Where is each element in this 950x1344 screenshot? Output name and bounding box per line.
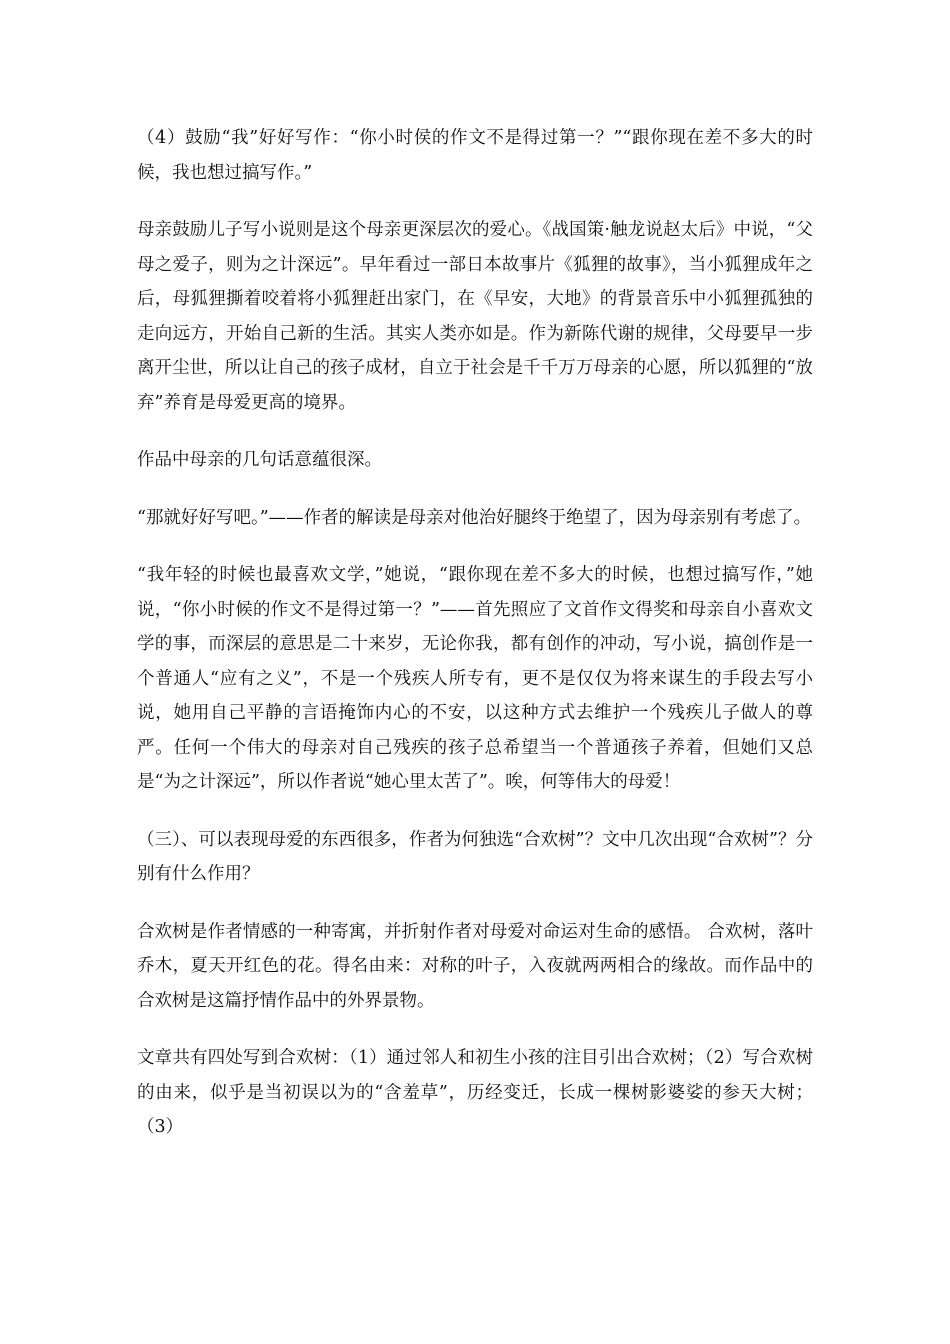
paragraph-albizia-meaning: 合欢树是作者情感的一种寄寓，并折射作者对母爱对命运对生命的感悟。 合欢树，落叶乔木，夏天开红色的花。得名由来：对称的叶子，入夜就两两相合的缘故。而作品中的合欢树是这篇抒情作品中的外界景物。 [137,921,813,1011]
paragraph-deeper-love: 母亲鼓励儿子写小说则是这个母亲更深层次的爱心。《战国策·触龙说赵太后》中说，“父母之爱子，则为之计深远”。早年看过一部日本故事片《狐狸的故事》，当小狐狸成年之后，母狐狸撕着咬着将小狐狸赶出家门，在《早安，大地》的背景音乐中小狐狸孤独的走向远方，开始自己新的生活。其实人类亦如是。作为新陈代谢的规律，父母要早一步离开尘世，所以让自己的孩子成材，自立于社会是千千万万母亲的心愿，所以狐狸的“放弃”养育是母爱更高的境界。 [137,220,813,413]
paragraph-four-mentions: 文章共有四处写到合欢树：（1）通过邻人和初生小孩的注目引出合欢树；（2）写合欢树的由来，似乎是当初误以为的“含羞草”，历经变迁，长成一棵树影婆娑的参天大树；（3） [137,1048,813,1137]
paragraph-question-three: （三）、可以表现母爱的东西很多，作者为何独选“合欢树”？文中几次出现“合欢树”？分别有什么作用？ [137,829,813,884]
paragraph-encouragement: （4）鼓励“我”好好写作：“你小时侯的作文不是得过第一？”“跟你现在差不多大的时候，我也想过搞写作。” [137,128,813,183]
document-body [137,121,813,1168]
paragraph-young-literature: “我年轻的时候也最喜欢文学，”她说，“跟你现在差不多大的时候，也想过搞写作，”她说，“你小时候的作文不是得过第一？”——首先照应了文首作文得奖和母亲自小喜欢文学的事，而深层的意思是二十来岁，无论你我，都有创作的冲动，写小说，搞创作是一个普通人“应有之义”，不是一个残疾人所专有，更不是仅仅为将来谋生的手段去写小说，她用自己平静的言语掩饰内心的不安，以这种方式去维护一个残疾儿子做人的尊严。任何一个伟大的母亲对自己残疾的孩子总希望当一个普通孩子养着，但她们又总是“为之计深远”，所以作者说“她心里太苦了”。唉，何等伟大的母爱！ [137,565,813,792]
paragraph-write-well: “那就好好写吧。”——作者的解读是母亲对他治好腿终于绝望了，因为母亲别有考虑了。 [137,507,812,528]
paragraph-mother-words: 作品中母亲的几句话意蕴很深。 [137,450,382,470]
